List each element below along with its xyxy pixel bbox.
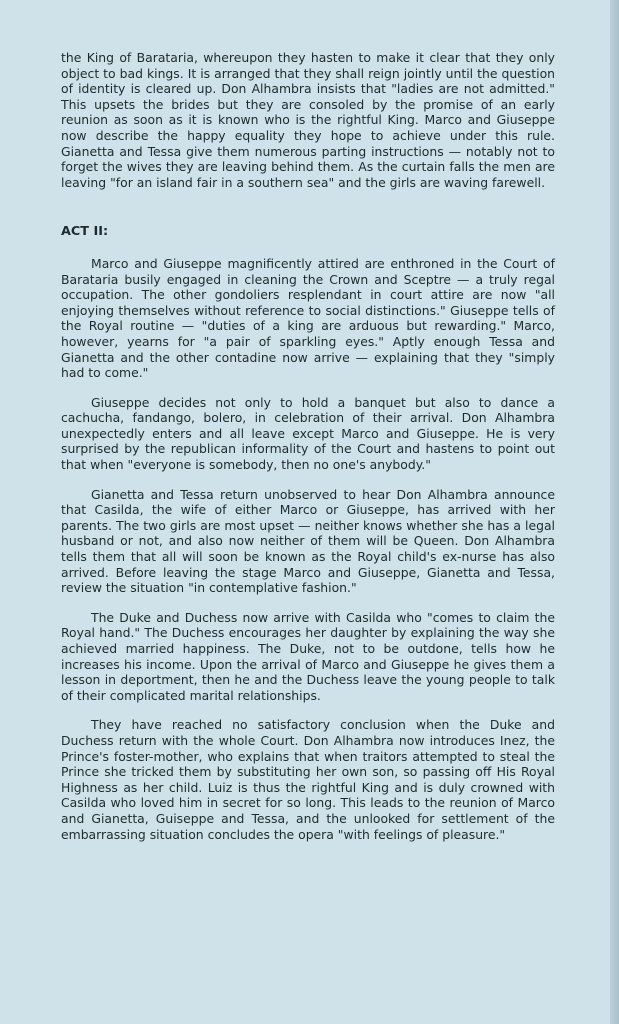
- act-paragraph-4: The Duke and Duchess now arrive with Casilda who "comes to claim the Royal hand." The Duchess encourages her daughter by explaining the way she achieved married happiness. The Duke, not to be outdone, tells how he increases his income. Upon the arrival of Marco and Giuseppe he gives them a lesson in deportment, then he and the Duchess leave the young people to talk of their complicated marital relationships.: [61, 609, 555, 703]
- act-heading: ACT II:: [61, 224, 109, 240]
- act-paragraph-5: They have reached no satisfactory conclusion when the Duke and Duchess return with the whole Court. Don Alhambra now introduces Inez, the Prince's foster-mother, who explains that when traitors attempted to steal the Prince she tricked them by substituting her own son, so passing off His Royal Highness as her child. Luiz is thus the rightful King and is duly crowned with Casilda who loved him in secret for so long. This leads to the reunion of Marco and Gianetta, Guiseppe and Tessa, and the unlooked for settlement of the embarrassing situation concludes the opera "with feelings of pleasure.": [61, 717, 555, 842]
- page-edge: [610, 0, 619, 1024]
- act-paragraph-2: Giuseppe decides not only to hold a banquet but also to dance a cachucha, fandango, bolero, in celebration of their arrival. Don Alhambra unexpectedly enters and all leave except Marco and Giuseppe. He is very surprised by the republican informality of the Court and hastens to point out that when "everyone is somebody, then no one's anybody.": [61, 394, 555, 473]
- page-content: [61, 50, 555, 842]
- act-paragraph-3: Gianetta and Tessa return unobserved to hear Don Alhambra announce that Casilda, the wife of either Marco or Giuseppe, has arrived with her parents. The two girls are most upset — neither knows whether she has a legal husband or not, and also now neither of them will be Queen. Don Alhambra tells them that all will soon be known as the Royal child's ex-nurse has also arrived. Before leaving the stage Marco and Giuseppe, Gianetta and Tessa, review the situation "in contemplative fashion.": [61, 486, 555, 596]
- intro-paragraph: the King of Barataria, whereupon they hasten to make it clear that they only object to bad kings. It is arranged that they shall reign jointly until the question of identity is cleared up. Don Alhambra insists that "ladies are not admitted." This upsets the brides but they are consoled by the promise of an early reunion as soon as it is known who is the rightful King. Marco and Giuseppe now describe the happy equality they hope to achieve under this rule. Gianetta and Tessa give them numerous parting instructions — notably not to forget the wives they are leaving behind them. As the curtain falls the men are leaving "for an island fair in a southern sea" and the girls are waving farewell.: [61, 50, 555, 190]
- act-paragraph-1: Marco and Giuseppe magnificently attired are enthroned in the Court of Barataria busily engaged in cleaning the Crown and Sceptre — a truly regal occupation. The other gondoliers resplendant in court attire are now "all enjoying themselves without reference to social distinctions." Giuseppe tells of the Royal routine — "duties of a king are arduous but rewarding." Marco, however, yearns for "a pair of sparkling eyes." Aptly enough Tessa and Gianetta and the other contadine now arrive — explaining that they "simply had to come.": [61, 255, 555, 381]
